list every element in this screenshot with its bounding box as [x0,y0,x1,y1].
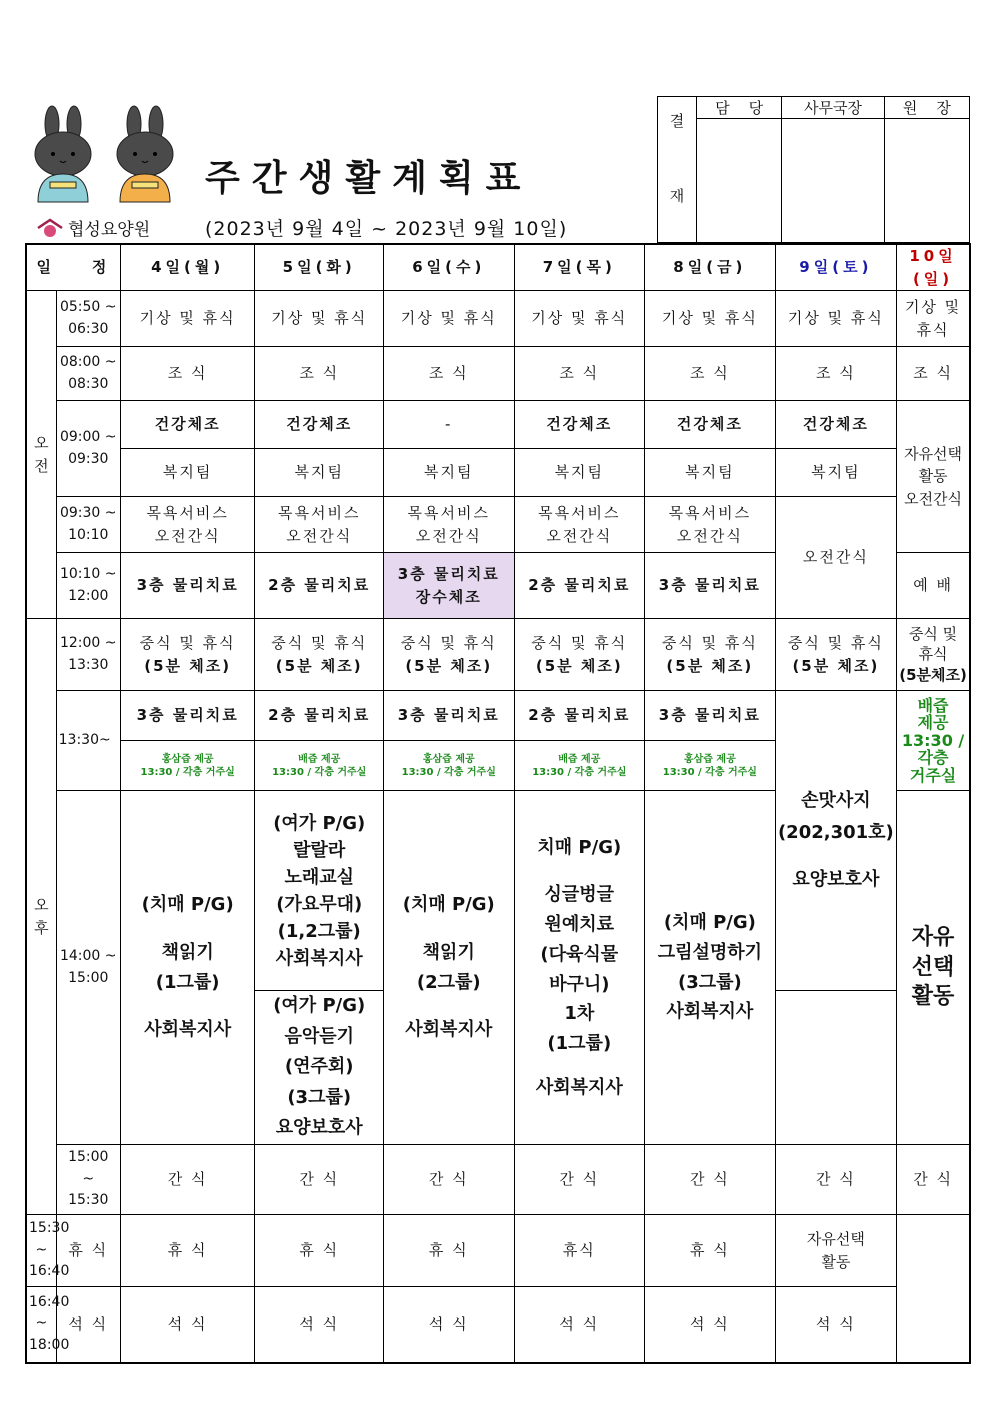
cell-snack: 간 식 [514,1145,645,1215]
cell-free-am-sunday: 자유선택 활동 오전간식 [897,401,970,553]
period: (2023년 9월 4일 ~ 2023년 9월 10일) [205,218,568,240]
cell-snack-am-saturday: 오전간식 [775,497,897,619]
page-title: 주간생활계획표 [205,158,533,199]
cell-program-mon: (치매 P/G) 책읽기 (1그룹) 사회복지사 [120,791,255,1145]
cell-dinner: 석 식 [383,1287,514,1363]
am-label: 오 전 [26,291,56,619]
day-header-sunday: 10일(일) [897,244,970,291]
cell-lunch-sunday: 중식 및 휴식 (5분체조) [897,619,970,691]
cell-breakfast: 조 식 [120,347,255,401]
cell-exercise: 건강체조 [775,401,897,449]
cell-bath: 목욕서비스 오전간식 [120,497,255,553]
cell-dinner: 석 식 [775,1287,897,1363]
approval-side-bottom: 재 [669,187,685,205]
bunny-illustration-left [28,104,98,204]
cell-lunch: 중식 및 휴식 (5분 체조) [383,619,514,691]
cell-wake: 기상 및 휴식 [255,291,384,347]
house-heart-icon [36,218,64,238]
day-header: 4일(월) [120,244,255,291]
cell-dinner: 석 식 [645,1287,776,1363]
cell-bath: 목욕서비스 오전간식 [255,497,384,553]
cell-pt: 2층 물리치료 [514,553,645,619]
cell-program-tue-2: (여가 P/G) 음악듣기 (연주회) (3그룹) 요양보호사 [255,991,384,1145]
cell-pt: 3층 물리치료 [120,691,255,741]
cell-pt: 3층 물리치료 [645,553,776,619]
org-label: 협성요양원 [68,220,151,240]
schedule-table [25,243,971,1364]
cell-breakfast: 조 식 [383,347,514,401]
cell-rest: 휴 식 [120,1215,255,1287]
cell-program-thu: 치매 P/G) 싱글벙글 원예치료 (다육식물 바구니) 1차 (1그룹) 사회복지사 [514,791,645,1145]
cell-wake: 기상 및 휴식 [514,291,645,347]
cell-worship: 예 배 [897,553,970,619]
cell-massage-saturday: 손맛사지 (202,301호) 요양보호사 [775,691,897,991]
cell-dinner: 석 식 [120,1287,255,1363]
cell-pt: 3층 물리치료 [120,553,255,619]
approval-sign-manager[interactable] [697,119,782,243]
cell-pt: 3층 물리치료 [383,691,514,741]
cell-breakfast: 조 식 [897,347,970,401]
cell-program-wed: (치매 P/G) 책읽기 (2그룹) 사회복지사 [383,791,514,1145]
cell-juice: 배즙 제공 13:30 / 각층 거주실 [514,741,645,791]
bunny-illustration-right [110,104,180,204]
cell-breakfast: 조 식 [645,347,776,401]
cell-bath: 목욕서비스 오전간식 [645,497,776,553]
cell-juice: 배즙 제공 13:30 / 각층 거주실 [255,741,384,791]
cell-welfare: 복지팀 [255,449,384,497]
time-cell: 09:00 ~ 09:30 [56,401,120,497]
time-cell: 15:00 ~ 15:30 [56,1145,120,1215]
cell-lunch: 중식 및 휴식 (5분 체조) [775,619,897,691]
cell-bath: 목욕서비스 오전간식 [383,497,514,553]
cell-exercise: 건강체조 [645,401,776,449]
time-cell: 10:10 ~ 12:00 [56,553,120,619]
cell-exercise: 건강체조 [514,401,645,449]
time-cell: 13:30~ [56,691,120,791]
cell-welfare: 복지팀 [514,449,645,497]
cell-wake-sunday: 기상 및 휴식 [897,291,970,347]
cell-breakfast: 조 식 [255,347,384,401]
time-cell: 09:30 ~ 10:10 [56,497,120,553]
cell-lunch: 중식 및 휴식 (5분 체조) [255,619,384,691]
time-cell: 16:40 ~ 18:00 [26,1287,56,1363]
day-header: 8일(금) [645,244,776,291]
pm-label: 오 후 [26,619,56,1215]
cell-lunch: 중식 및 휴식 (5분 체조) [514,619,645,691]
cell-juice-sunday: 배즙 제공 13:30 / 각층 거주실 [897,691,970,791]
cell-lunch: 중식 및 휴식 (5분 체조) [120,619,255,691]
cell-rest: 휴 식 [255,1215,384,1287]
cell-wake: 기상 및 휴식 [120,291,255,347]
cell-exercise: 건강체조 [120,401,255,449]
approval-col-secretary: 사무국장 [782,97,884,119]
cell-wake: 기상 및 휴식 [775,291,897,347]
cell-rest: 휴식 [514,1215,645,1287]
approval-side-top: 결 [669,112,685,130]
approval-col-manager: 담 당 [697,97,782,119]
cell-pt: 3층 물리치료 [645,691,776,741]
time-cell: 14:00 ~ 15:00 [56,791,120,1145]
cell-juice: 홍삼즙 제공 13:30 / 각층 거주실 [383,741,514,791]
cell-welfare: 복지팀 [120,449,255,497]
cell-rest: 휴 식 [383,1215,514,1287]
table-header-row [26,244,970,291]
cell-pt: 2층 물리치료 [255,553,384,619]
cell-welfare: 복지팀 [383,449,514,497]
time-cell: 12:00 ~ 13:30 [56,619,120,691]
cell-dash: - [383,401,514,449]
cell-program-sun: 자유 선택 활동 [897,791,970,1145]
time-cell: 05:50 ~ 06:30 [56,291,120,347]
cell-snack: 간 식 [645,1145,776,1215]
cell-dinner: 석 식 [255,1287,384,1363]
cell-snack: 간 식 [120,1145,255,1215]
cell-breakfast: 조 식 [514,347,645,401]
cell-free-pm-sunday: 자유선택 활동 [775,1215,897,1287]
cell-welfare: 복지팀 [645,449,776,497]
cell-snack: 간 식 [897,1145,970,1215]
approval-sign-secretary[interactable] [782,119,884,243]
time-cell: 15:30 ~ 16:40 [26,1215,56,1287]
cell-dinner: 석 식 [56,1287,120,1363]
day-header: 5일(화) [255,244,384,291]
approval-col-director: 원 장 [884,97,969,119]
cell-bath: 목욕서비스 오전간식 [514,497,645,553]
day-header: 6일(수) [383,244,514,291]
approval-box [657,96,970,243]
cell-lunch: 중식 및 휴식 (5분 체조) [645,619,776,691]
cell-juice: 홍삼즙 제공 13:30 / 각층 거주실 [120,741,255,791]
approval-sign-director[interactable] [884,119,969,243]
cell-breakfast: 조 식 [775,347,897,401]
day-header: 7일(목) [514,244,645,291]
cell-exercise: 건강체조 [255,401,384,449]
day-header-saturday: 9일(토) [775,244,897,291]
time-cell: 08:00 ~ 08:30 [56,347,120,401]
cell-program-tue-1: (여가 P/G) 랄랄라 노래교실 (가요무대) (1,2그룹) 사회복지사 [255,791,384,991]
cell-pt: 2층 물리치료 [514,691,645,741]
cell-wake: 기상 및 휴식 [383,291,514,347]
cell-wake: 기상 및 휴식 [645,291,776,347]
cell-rest: 휴 식 [56,1215,120,1287]
cell-dinner: 석 식 [514,1287,645,1363]
cell-pt: 2층 물리치료 [255,691,384,741]
cell-snack: 간 식 [255,1145,384,1215]
org-name [36,215,150,240]
cell-snack: 간 식 [775,1145,897,1215]
cell-welfare: 복지팀 [775,449,897,497]
cell-rest: 휴 식 [645,1215,776,1287]
cell-juice: 홍삼즙 제공 13:30 / 각층 거주실 [645,741,776,791]
cell-snack: 간 식 [383,1145,514,1215]
cell-pt-longevity: 3층 물리치료 장수체조 [383,553,514,619]
header-label: 일 정 [26,244,120,291]
cell-program-fri: (치매 P/G) 그림설명하기 (3그룹) 사회복지사 [645,791,776,1145]
